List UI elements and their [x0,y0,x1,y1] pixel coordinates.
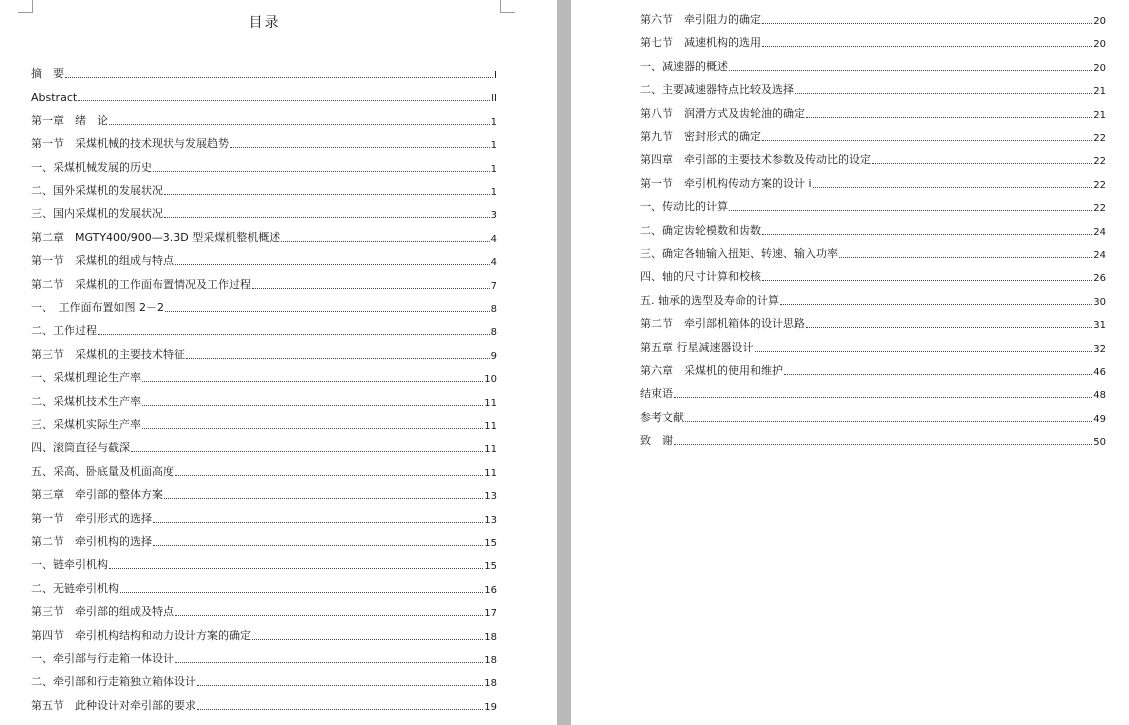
toc-entry-text: 第一章 绪 论 [31,113,108,127]
toc-entry-text: 一、牵引部与行走箱一体设计 [31,652,174,665]
toc-page-number: 1 [490,163,497,175]
toc-entry-text: 一、减速器的概述 [640,59,728,73]
toc-page-number: 24 [1093,226,1106,238]
toc-entry-text: 四、滚筒直径与截深 [31,441,130,455]
toc-page-number: 18 [484,655,497,666]
toc-entry-text: 结束语 [640,387,673,401]
toc-dot-leader [806,327,1092,328]
toc-dot-leader [131,451,483,452]
toc-page-number: 18 [484,631,497,643]
toc-page-number: 11 [484,397,497,409]
toc-page-number: 32 [1093,343,1106,355]
toc-dot-leader [164,217,490,218]
toc-entry[interactable] [31,67,497,81]
toc-dot-leader [685,421,1092,422]
toc-page-number: 8 [490,327,497,339]
toc-page-number: 11 [484,467,497,479]
toc-entry[interactable] [31,348,497,362]
toc-entry-text: 第一节 采煤机械的技术现状与发展趋势 [31,137,229,151]
toc-entry[interactable] [31,90,497,104]
toc-entry[interactable] [31,114,497,128]
toc-dot-leader [153,171,490,172]
toc-dot-leader [142,381,483,382]
toc-entry[interactable] [31,465,497,479]
toc-entry[interactable] [640,36,1106,50]
toc-page-number: 15 [484,561,497,573]
toc-page-number: 17 [484,608,497,620]
toc-entry-text: 参考文献 [640,410,684,424]
toc-entry[interactable] [640,60,1106,74]
toc-entry-text: 五、采高、卧底量及机面高度 [31,464,174,478]
toc-page-number: 22 [1093,156,1106,168]
toc-entry-text: 第一节 牵引机构传动方案的设计 i [640,176,812,190]
toc-entry-text: 一、采煤机械发展的历史 [31,160,152,174]
toc-page-number: 20 [1093,16,1106,27]
toc-entry-text: 二、确定齿轮模数和齿数 [640,223,761,237]
toc-entry-text: 第五章 行星减速器设计 [640,340,754,354]
toc-entry[interactable] [31,488,497,502]
toc-entry[interactable] [31,207,497,221]
toc-entry-text: 第二节 采煤机的工作面布置情况及工作过程 [31,277,251,291]
toc-page-number: 24 [1093,250,1106,261]
toc-entry-text: 第三节 牵引部的组成及特点 [31,605,174,619]
toc-entry[interactable] [31,278,497,292]
toc-entry-text: 第三章 牵引部的整体方案 [31,488,163,502]
toc-entry[interactable] [640,247,1106,261]
toc-entry[interactable] [640,387,1106,401]
toc-page-number: 22 [1093,203,1106,215]
toc-dot-leader [839,257,1092,258]
toc-entry-text: 一、传动比的计算 [640,200,728,214]
toc-page-number: 30 [1093,296,1106,308]
toc-dot-leader [762,46,1092,47]
toc-entry-text: 第四节 牵引机构结构和动力设计方案的确定 [31,628,251,642]
document-page-left [0,0,557,725]
toc-entry[interactable] [640,341,1106,355]
toc-entry[interactable] [640,107,1106,121]
toc-entry[interactable] [31,652,497,666]
toc-page-number: 22 [1093,133,1106,144]
toc-entry-text: 二、主要减速器特点比较及选择 [640,83,794,97]
toc-dot-leader [65,77,493,78]
toc-entry[interactable] [31,629,497,643]
toc-dot-leader [175,264,490,265]
toc-entry-text: 二、采煤机技术生产率 [31,394,141,408]
toc-entry[interactable] [31,675,497,689]
toc-dot-leader [755,351,1093,352]
toc-entry-text: 一、链牵引机构 [31,558,108,572]
toc-entry[interactable] [640,364,1106,378]
toc-entry[interactable] [640,294,1106,308]
toc-entry[interactable] [640,177,1106,191]
toc-entry[interactable] [31,558,497,572]
toc-dot-leader [813,187,1093,188]
toc-entry[interactable] [31,137,497,151]
toc-dot-leader [165,311,490,312]
toc-dot-leader [806,117,1092,118]
toc-entry[interactable] [31,161,497,175]
toc-entry[interactable] [31,371,497,385]
toc-page-number: 48 [1093,390,1106,402]
toc-entry-text: 四、轴的尺寸计算和校核 [640,270,761,284]
toc-dot-leader [153,522,483,523]
toc-dot-leader [252,639,483,640]
toc-page-number: 49 [1093,413,1106,425]
toc-page-number: 7 [490,280,497,292]
toc-entry-text: 第一节 采煤机的组成与特点 [31,254,174,268]
toc-entry[interactable] [31,395,497,409]
toc-page-number: 9 [490,350,497,362]
toc-entry-text: 三、确定各轴输入扭矩、转速、输入功率 [640,247,838,260]
toc-entry[interactable] [640,434,1106,448]
toc-dot-leader [164,194,490,195]
toc-entry[interactable] [640,153,1106,167]
toc-dot-leader [674,397,1092,398]
toc-entry[interactable] [640,200,1106,214]
toc-dot-leader [164,498,483,499]
toc-entry-text: 三、采煤机实际生产率 [31,418,141,431]
toc-page-number: 1 [490,140,497,152]
toc-dot-leader [762,23,1092,24]
toc-dot-leader [175,615,483,616]
toc-dot-leader [175,662,483,663]
toc-entry-text: 第二章 MGTY400/900—3.3D 型采煤机整机概述 [31,230,281,244]
toc-dot-leader [120,592,483,593]
toc-dot-leader [795,93,1092,94]
toc-page-number: 16 [484,584,497,596]
toc-entry-text: 五. 轴承的选型及寿命的计算 [640,293,779,307]
toc-entry[interactable] [31,301,497,315]
toc-page-number: 19 [484,701,497,713]
toc-page-number: 15 [484,538,497,549]
toc-page-number: 1 [490,116,497,128]
document-page-right [571,0,1129,725]
toc-page-number: 31 [1093,320,1106,332]
toc-entry-text: 二、牵引部和行走箱独立箱体设计 [31,675,196,689]
toc-dot-leader [142,405,483,406]
toc-dot-leader [98,334,490,335]
toc-page-number: 4 [490,257,497,269]
toc-page-number: 20 [1093,39,1106,51]
toc-dot-leader [784,374,1092,375]
toc-page-number: 3 [490,210,497,222]
toc-dot-leader [230,147,490,148]
toc-entry-text: 第五节 此种设计对牵引部的要求 [31,698,196,712]
toc-dot-leader [252,288,490,289]
toc-page-number: 13 [484,514,497,526]
toc-entry-text: 第八节 润滑方式及齿轮油的确定 [640,106,805,120]
toc-entry-text: 第九节 密封形式的确定 [640,130,761,143]
toc-entry[interactable] [640,411,1106,425]
toc-dot-leader [175,475,483,476]
toc-page-number: 8 [490,304,497,315]
toc-entry-text: 第二节 牵引机构的选择 [31,535,152,548]
toc-entry-text: 第二节 牵引部机箱体的设计思路 [640,317,805,331]
toc-page-number: 18 [484,678,497,690]
toc-entry-text: 第一节 牵引形式的选择 [31,511,152,525]
toc-entry-text: 摘 要 [31,67,64,80]
toc-entry[interactable] [31,184,497,198]
toc-entry-text: 第六节 牵引阻力的确定 [640,13,761,26]
toc-entry[interactable] [640,224,1106,238]
toc-entry-text: 第七节 减速机构的选用 [640,36,761,50]
toc-dot-leader [153,545,483,546]
toc-page-number: 11 [484,444,497,456]
toc-entry-text: 第六章 采煤机的使用和维护 [640,364,783,377]
toc-dot-leader [186,358,490,359]
toc-title: 目录 [248,15,281,31]
toc-page-number: 46 [1093,367,1106,378]
toc-entry-text: 一、采煤机理论生产率 [31,371,141,385]
toc-dot-leader [109,124,490,125]
toc-entry[interactable] [31,231,497,245]
toc-page-number: 11 [484,421,497,432]
toc-page-number: 21 [1093,109,1106,121]
toc-dot-leader [78,100,490,101]
toc-dot-leader [780,304,1092,305]
toc-entry[interactable] [31,254,497,268]
toc-entry[interactable] [640,317,1106,331]
toc-entry-text: 第三节 采煤机的主要技术特征 [31,347,185,361]
toc-dot-leader [281,241,489,242]
toc-dot-leader [872,163,1092,164]
toc-dot-leader [729,70,1092,71]
toc-entry[interactable] [31,605,497,619]
toc-page-number: 22 [1093,179,1106,191]
toc-entry-text: 二、国外采煤机的发展状况 [31,184,163,197]
toc-entry-text: 一、 工作面布置如图 2－2 [31,301,164,314]
toc-entry[interactable] [31,582,497,596]
toc-dot-leader [109,568,483,569]
toc-entry-text: 三、国内采煤机的发展状况 [31,207,163,221]
toc-page-number: 50 [1093,437,1106,449]
toc-dot-leader [197,685,483,686]
toc-page-number: II [491,93,497,105]
toc-page-number: 1 [490,187,497,198]
toc-page-number: 4 [490,233,497,245]
toc-page-number: 10 [484,374,497,386]
toc-page-number: 20 [1093,62,1106,74]
toc-entry[interactable] [31,535,497,549]
toc-page-number: 13 [484,491,497,503]
toc-entry[interactable] [640,13,1106,27]
toc-entry-text: 二、无链牵引机构 [31,581,119,595]
toc-page-number: I [494,70,497,81]
toc-entry[interactable] [640,130,1106,144]
toc-entry-text: 第四章 牵引部的主要技术参数及传动比的设定 [640,153,871,167]
toc-page-number: 26 [1093,273,1106,285]
toc-dot-leader [142,428,483,429]
toc-dot-leader [674,444,1092,445]
toc-entry-text: Abstract [31,91,78,105]
toc-entry-text: 致 谢 [640,434,673,448]
toc-dot-leader [762,280,1092,281]
toc-entry[interactable] [31,441,497,455]
toc-entry[interactable] [640,270,1106,284]
toc-entry[interactable] [640,83,1106,97]
toc-page-number: 21 [1093,86,1106,98]
toc-dot-leader [762,234,1092,235]
toc-entry[interactable] [31,324,497,338]
toc-entry-text: 二、工作过程 [31,324,97,338]
toc-entry[interactable] [31,418,497,432]
toc-dot-leader [762,140,1092,141]
toc-dot-leader [197,709,483,710]
toc-dot-leader [729,210,1092,211]
toc-entry[interactable] [31,699,497,713]
toc-entry[interactable] [31,512,497,526]
